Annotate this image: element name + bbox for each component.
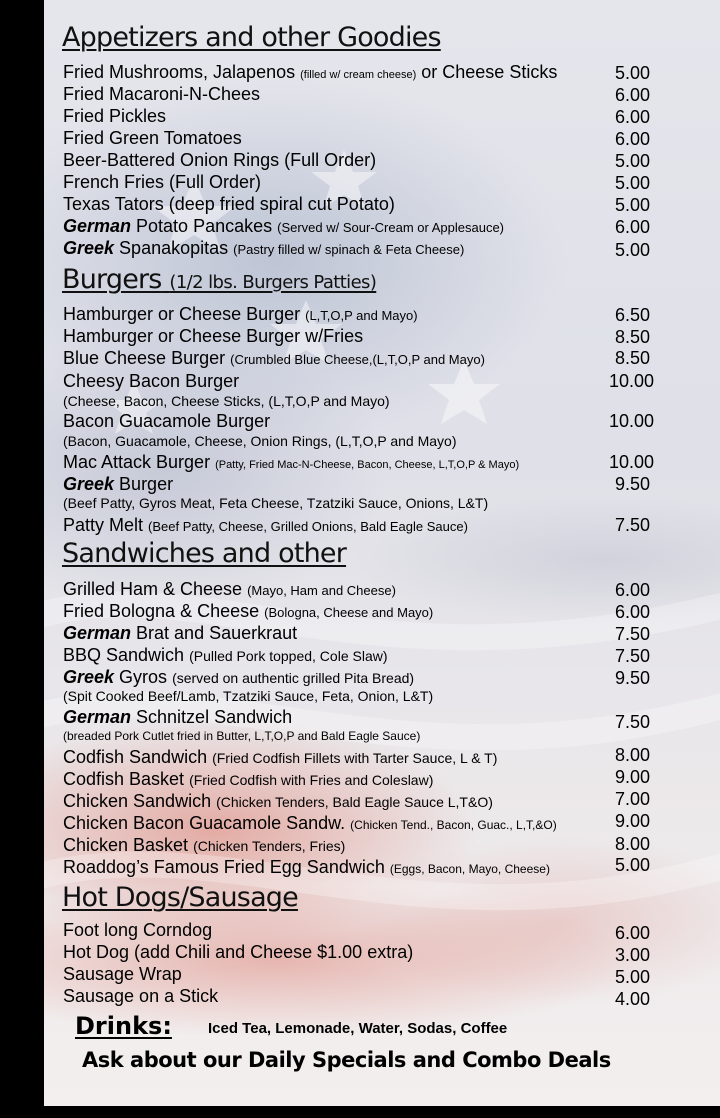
menu-item-blue-cheese-burger [63,348,485,369]
section-title-sandwiches: Sandwiches and other [62,538,347,569]
item-description: (Fried Codfish Fillets with Tarter Sauce, L & T) [212,750,498,766]
item-description: (Fried Codfish with Fries and Coleslaw) [189,772,434,788]
item-price: 8.00 [614,745,650,765]
item-name: Chicken Sandwich [63,791,217,811]
item-description: (breaded Pork Cutlet fried in Butter, L,T,O,P and Bald Eagle Sauce) [63,729,421,743]
item-name: Fried Green Tomatoes [63,128,242,148]
item-origin: German [63,623,132,643]
drinks-list: Iced Tea, Lemonade, Water, Sodas, Coffee [208,1020,508,1037]
item-origin: Greek [63,667,115,687]
item-origin: Greek [63,238,115,258]
item-description: (L,T,O,P and Mayo) [305,308,418,323]
menu-item-fried-pickles [63,106,166,127]
item-price: 7.50 [614,515,650,535]
item-description: (Served w/ Sour-Cream or Applesauce) [277,220,504,235]
item-description: (Chicken Tend., Bacon, Guac., L,T,&O) [350,818,557,832]
menu-item-fried-green-tomatoes [63,128,242,149]
item-price: 5.00 [614,240,650,260]
menu-item-codfish-basket [63,769,433,790]
menu-item-sausage-wrap [63,964,182,985]
drinks-label: Drinks: [75,1012,172,1040]
item-price: 6.00 [614,107,650,127]
menu-item-grilled-ham-cheese [63,579,396,600]
item-name: French Fries (Full Order) [63,172,262,192]
item-name: Burger [114,474,174,494]
item-name: Roaddog’s Famous Fried Egg Sandwich [63,857,390,877]
item-name: Fried Macaroni-N-Chees [63,84,261,104]
item-name: Brat and Sauerkraut [131,623,298,643]
item-name: Fried Mushrooms, Jalapenos [63,62,301,82]
item-price: 5.00 [614,63,650,83]
item-name: Chicken Bacon Guacamole Sandw. [63,813,351,833]
section-title-text: Burgers [62,264,162,295]
item-description: (Beef Patty, Gyros Meat, Feta Cheese, Tzatziki Sauce, Onions, L&T) [63,495,489,511]
item-name: Foot long Corndog [63,920,213,940]
menu-item-fried-egg-sandwich [63,857,550,878]
item-description: (Pulled Pork topped, Cole Slaw) [189,648,388,664]
item-name: Fried Bologna & Cheese [63,601,265,621]
item-name: Hamburger or Cheese Burger [63,304,306,324]
item-price: 8.00 [614,834,650,854]
item-price: 6.00 [614,580,650,600]
menu-item-chicken-basket [63,835,345,856]
menu-item-potato-pancakes [63,216,504,237]
item-price: 10.00 [608,371,654,391]
item-description: (Beef Patty, Cheese, Grilled Onions, Bald Eagle Sauce) [148,519,468,534]
item-name: Sausage on a Stick [63,986,219,1006]
item-name: Hamburger or Cheese Burger w/Fries [63,326,364,346]
item-name: Hot Dog (add Chili and Cheese $1.00 extra) [63,942,414,962]
item-price: 5.00 [614,195,650,215]
item-name: Grilled Ham & Cheese [63,579,248,599]
item-price: 5.00 [614,855,650,875]
item-description: (Chicken Tenders, Fries) [193,838,346,854]
item-price: 7.50 [614,646,650,666]
menu-item-schnitzel-sandwich [63,707,292,728]
item-name: Gyros [114,667,173,687]
item-description: (Cheese, Bacon, Cheese Sticks, (L,T,O,P and Mayo) [63,393,390,409]
item-name: Codfish Basket [63,769,190,789]
menu-item-chicken-sandwich [63,791,493,812]
menu-item-chicken-bacon-guac [63,813,557,834]
item-name: Blue Cheese Burger [63,348,231,368]
item-price: 6.00 [614,85,650,105]
item-description: (Pastry filled w/ spinach & Feta Cheese) [233,242,465,257]
menu-item-fried-mushrooms [63,62,557,83]
item-description: (Crumbled Blue Cheese,(L,T,O,P and Mayo) [230,352,485,367]
item-name: Spanakopitas [114,238,234,258]
item-name: Chicken Basket [63,835,194,855]
item-price: 6.50 [614,305,650,325]
item-price: 6.00 [614,602,650,622]
menu-item-corndog [63,920,212,941]
item-description: (Bacon, Guacamole, Cheese, Onion Rings, (L,T,O,P and Mayo) [63,433,457,449]
item-price: 5.00 [614,151,650,171]
specials-note: Ask about our Daily Specials and Combo Deals [82,1048,611,1072]
item-name: Mac Attack Burger [63,452,216,472]
menu-page [44,0,720,1106]
item-price: 10.00 [608,452,654,472]
item-price: 8.50 [614,327,650,347]
item-price: 5.00 [614,173,650,193]
section-title-burgers [62,264,376,295]
item-description: (Bologna, Cheese and Mayo) [264,605,434,620]
menu-item-greek-burger [63,474,173,495]
menu-item-greek-gyros [63,667,414,688]
item-description: (Mayo, Ham and Cheese) [247,583,396,598]
item-price: 7.00 [614,789,650,809]
menu-item-codfish-sandwich [63,747,497,768]
menu-item-patty-melt [63,515,468,536]
item-name: Beer-Battered Onion Rings (Full Order) [63,150,377,170]
item-price: 9.00 [614,767,650,787]
menu-item-cheesy-bacon-burger [63,371,239,392]
item-price: 9.00 [614,811,650,831]
item-name-continued: or Cheese Sticks [416,62,558,82]
item-name: Schnitzel Sandwich [131,707,293,727]
section-title-appetizers: Appetizers and other Goodies [62,22,441,53]
item-price: 9.50 [614,668,650,688]
item-name: Cheesy Bacon Burger [63,371,240,391]
item-description: (Spit Cooked Beef/Lamb, Tzatziki Sauce, Feta, Onion, L&T) [63,688,434,704]
menu-item-hamburger [63,304,418,325]
item-name: BBQ Sandwich [63,645,190,665]
item-name: Codfish Sandwich [63,747,213,767]
item-description: (served on authentic grilled Pita Bread) [172,670,415,686]
flag-star-icon [428,360,500,424]
menu-item-texas-tators [63,194,395,215]
menu-item-hot-dog [63,942,413,963]
menu-item-bbq-sandwich [63,645,388,666]
item-price: 6.00 [614,923,650,943]
menu-item-french-fries [63,172,261,193]
menu-item-onion-rings [63,150,376,171]
menu-item-sausage-stick [63,986,218,1007]
menu-item-hamburger-fries [63,326,363,347]
item-name: Sausage Wrap [63,964,182,984]
item-name: Texas Tators (deep fried spiral cut Potato) [63,194,395,214]
item-description: (filled w/ cream cheese) [300,69,417,81]
menu-item-mac-attack-burger [63,452,519,473]
item-origin: German [63,707,132,727]
item-origin: Greek [63,474,115,494]
item-description: (Patty, Fried Mac-N-Cheese, Bacon, Cheese, L,T,O,P & Mayo) [215,459,520,471]
item-price: 3.00 [614,945,650,965]
item-price: 10.00 [608,411,654,431]
item-origin: German [63,216,132,236]
item-description: (Chicken Tenders, Bald Eagle Sauce L,T&O) [216,794,493,810]
item-price: 8.50 [614,348,650,368]
menu-item-fried-macaroni [63,84,260,105]
item-name: Fried Pickles [63,106,167,126]
item-description: (Eggs, Bacon, Mayo, Cheese) [389,862,550,876]
item-name: Patty Melt [63,515,149,535]
menu-item-spanakopitas [63,238,464,259]
item-price: 5.00 [614,967,650,987]
item-name: Bacon Guacamole Burger [63,411,271,431]
item-price: 9.50 [614,474,650,494]
menu-item-bacon-guacamole-burger [63,411,270,432]
item-price: 7.50 [614,624,650,644]
item-price: 6.00 [614,129,650,149]
item-price: 6.00 [614,217,650,237]
item-price: 7.50 [614,712,650,732]
item-price: 4.00 [614,989,650,1009]
menu-item-brat-sauerkraut [63,623,297,644]
section-title-hotdogs: Hot Dogs/Sausage [62,882,298,913]
item-name: Potato Pancakes [131,216,278,236]
section-title-note: (1/2 lbs. Burgers Patties) [169,272,377,293]
menu-item-fried-bologna [63,601,433,622]
